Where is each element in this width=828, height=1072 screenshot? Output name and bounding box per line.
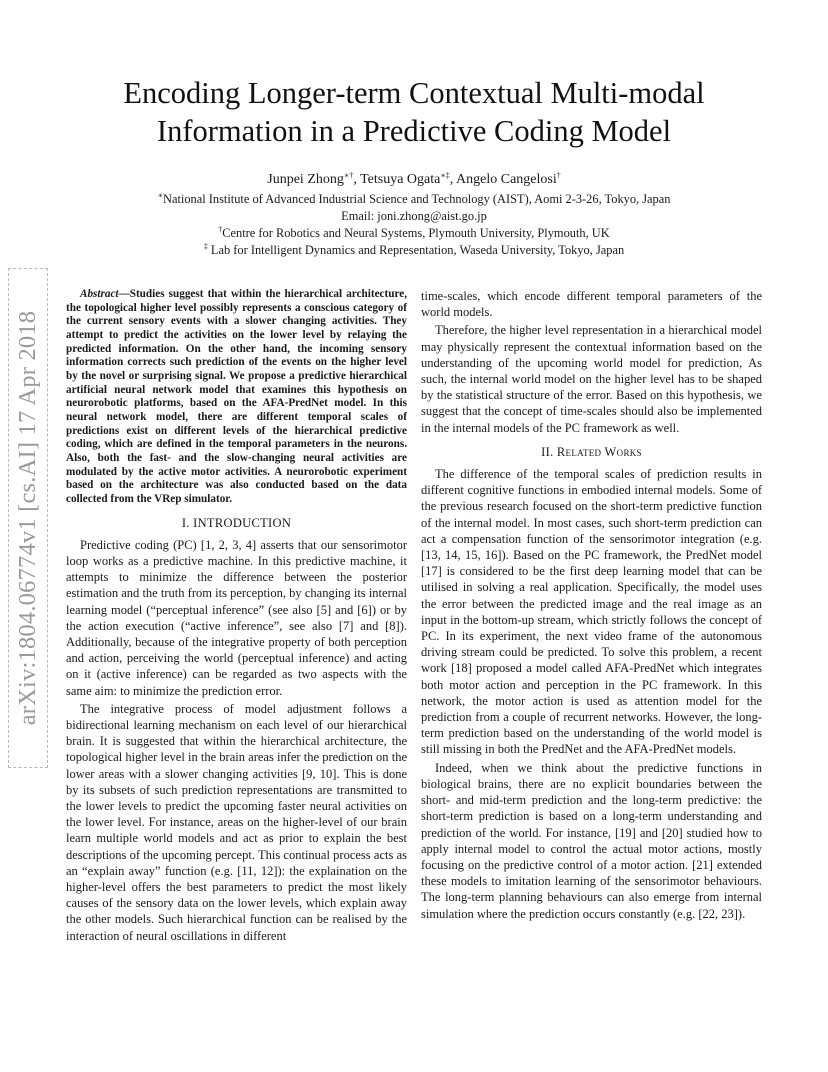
affiliation-aist-mark: ∗ <box>157 191 163 200</box>
affiliation-plymouth-text: Centre for Robotics and Neural Systems, Plymouth University, Plymouth, UK <box>222 226 610 240</box>
author-sep-2: , <box>449 172 457 187</box>
right-paragraph-1: time-scales, which encode different temporal parameters of the world models. <box>421 289 762 320</box>
author-3: Angelo Cangelosi <box>456 172 557 187</box>
author-list <box>60 172 768 188</box>
arxiv-stamp <box>8 268 48 768</box>
author-sep-1: , <box>353 172 361 187</box>
abstract-label: Abstract <box>80 288 119 300</box>
author-email: Email: joni.zhong@aist.go.jp <box>341 209 487 223</box>
abstract <box>66 288 407 507</box>
intro-paragraph-2: The integrative process of model adjustment follows a bidirectional learning mechanism on each level of our hierarchical brain. It is suggested that within the hierarchical architecture, the topological higher level in the brain areas infer the prediction on the lower areas with a slower changing activities [9, 10]. This is done by its subsets of such prediction representations are transmitted to the lower levels to predict the upcoming faster neural activities on the lower level. For instance, areas on the higher-level of our brain learn multiple world models and act as prior to explain the best descriptions of the upcoming percept. This continual process acts as an “explain away” function (e.g. [11, 12]): the explaination on the higher-level offers the best parameters to predict the most likely causes of the sensory data on the lower levels, which explain away the other models. Such hierarchical function can be realised by the interaction of neural oscillations in different <box>66 701 407 943</box>
author-1-marks: ∗† <box>343 171 354 180</box>
right-column <box>421 288 762 924</box>
author-1: Junpei Zhong <box>267 172 344 187</box>
author-2-marks: ∗‡ <box>440 171 450 180</box>
title-line-1: Encoding Longer-term Contextual Multi-modal <box>123 76 705 110</box>
affiliation-aist-text: National Institute of Advanced Industrial Science and Technology (AIST), Aomi 2-3-26, Tokyo, Japan <box>163 192 671 206</box>
affiliation-aist <box>40 191 788 207</box>
paper-title <box>60 74 768 150</box>
section-heading-related-works: II. Related Works <box>541 444 642 459</box>
affiliation-plymouth-mark: † <box>218 225 223 234</box>
related-paragraph-1: The difference of the temporal scales of prediction results in different cognitive functions in embodied internal models. Some of the previous research focused on the short-term predictive function of the internal model. In most cases, such short-term prediction can act a compensation function of the sensorimotor integration (e.g. [13, 14, 15, 16]). Based on the PC framework, the PredNet model [17] is considered to be the first deep learning model that can be utilised in solving a real application. Specifically, the model uses the error between the predicted image and the real image as an input in the bottom-up stream, which strictly follows the concept of PC. In its experiment, the next video frame of the autonomous driving stream could be predicted. To solve this problem, a recent work [18] proposed a model called AFA-PredNet which integrates both motor action and perception in the PC framework. In this network, the motor action is used as attention model for the prediction from a couple of recurrent networks. However, the long-term prediction based on the understanding of the world model is still missing in both the PredNet and the AFA-PredNet models. <box>421 467 762 757</box>
abstract-text: —Studies suggest that within the hierarchical architecture, the topological higher level possibly represents a conscious category of the current sensory events with a slower changing activities. They attempt to predict the activities on the lower level by relaying the predicted information. On the other hand, the incoming sensory information corrects such prediction of the events on the higher level by the novel or surprising signal. We propose a predictive hierarchical artificial neural network model that examines this hypothesis on neurorobotic platforms, based on the AFA-PredNet model. In this neural network model, there are different temporal scales of predictions exist on different levels of the hierarchical predictive coding, which are defined in the temporal parameters in the neurons. Also, both the fast- and the slow-changing neural activities are modulated by the active motor activities. A neurorobotic experiment based on the architecture was also conducted based on the data collected from the VRep simulator. <box>66 288 407 505</box>
affiliation-waseda-mark: ‡ <box>203 242 208 251</box>
right-paragraph-2: Therefore, the higher level representation in a hierarchical model may physically represent the contextual information based on the understanding of the upcoming world model for prediction, As such, the internal world model on the higher level has to be shaped by the statistical structure of the error. Based on this hypothesis, we suggest that the concept of time-scales should also be implemented in the internal models of the PC framework as well. <box>421 323 762 435</box>
arxiv-stamp-text: arXiv:1804.06774v1 [cs.AI] 17 Apr 2018 <box>14 310 41 726</box>
affiliation-waseda <box>40 242 788 258</box>
section-heading-introduction: I. INTRODUCTION <box>181 515 292 530</box>
affiliation-waseda-text: Lab for Intelligent Dynamics and Representation, Waseda University, Tokyo, Japan <box>207 243 625 257</box>
title-line-2: Information in a Predictive Coding Model <box>156 114 672 148</box>
left-column <box>66 288 407 946</box>
related-paragraph-2: Indeed, when we think about the predictive functions in biological brains, there are no explicit boundaries between the short- and mid-term prediction and the long-term predictive: the short-term prediction is based on a long-term understanding and prediction of the world. For instance, [19] and [20] studied how to apply internal model to control the actual motor actions, mostly focusing on the predictive control of a motor action. [21] extended these models to imitation learning of the sensorimotor behaviours. The long-term planning behaviours can also emerge from internal simulation where the prediction occurs constantly (e.g. [22, 23]). <box>421 760 762 921</box>
affiliation-plymouth <box>40 225 788 241</box>
author-2: Tetsuya Ogata <box>360 172 441 187</box>
intro-paragraph-1: Predictive coding (PC) [1, 2, 3, 4] asserts that our sensorimotor loop works as a predictive machine. In this predictive machine, it attempts to minimize the difference between the posterior estimation and the truth from its perception, by changing its internal learning model (“perceptual inference” (see also [5] and [6]) or by the action execution (“active inference”, see also [7] and [8]). Additionally, because of the integrative property of both perception and action, perceiving the world (perceptual inference) and acting on it (active inference) can be regarded as two aspects with the same aim: to minimize the prediction error. <box>66 537 407 698</box>
author-3-marks: † <box>556 171 561 180</box>
